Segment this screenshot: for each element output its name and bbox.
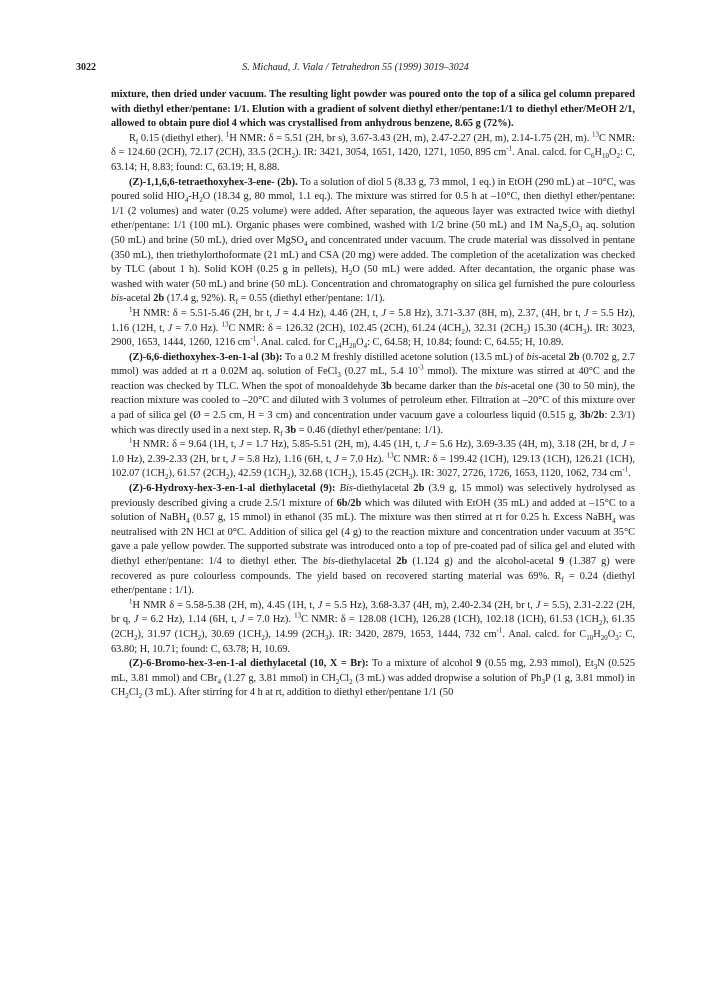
text-run: (Z)-1,1,6,6-tetraethoxyhex-3-ene- (2b). bbox=[129, 176, 298, 188]
paragraph bbox=[111, 351, 635, 439]
text-run: To a 0.2 M freshly distilled acetone solution (13.5 mL) of bbox=[282, 351, 527, 363]
text-run: 2 bbox=[348, 269, 353, 278]
text-run: 6b/2b bbox=[336, 497, 362, 509]
text-run: O (18.34 g, 80 mmol, 1.1 eq.). The mixture was stirred for 0.5 h at –10°C, then diethyl ether/pentane: 1/1 (2 volumes) and water (0.25 volume) were added. After separation, the aqueous layer was extracted twice with diethyl ether/pentane: 1/1 (100 mL). Organic phases were combined, washed with 1/2 brine (50 mL) and 1M Na bbox=[111, 191, 635, 232]
text-run: -1 bbox=[496, 626, 503, 635]
text-run: 3b bbox=[380, 380, 392, 392]
text-run: (17.4 g, 92%). R bbox=[164, 293, 236, 305]
text-run: J bbox=[381, 307, 386, 319]
text-run: 13 bbox=[221, 320, 229, 329]
text-run: H bbox=[593, 628, 601, 640]
text-run: ). IR: 3023, 2900, 1653, 1444, 1260, 1216 cm bbox=[111, 322, 635, 349]
text-run: bis bbox=[322, 556, 335, 567]
text-run: f bbox=[561, 575, 564, 584]
text-run: J bbox=[621, 439, 627, 451]
text-run: 3 bbox=[541, 677, 545, 686]
text-run: C NMR: δ = 199.42 (1CH), 129.13 (1CH), 126.21 (1CH), 102.07 (1CH bbox=[111, 453, 635, 480]
text-run: 1 bbox=[129, 436, 133, 445]
text-run: = 5.8 Hz), 3.71-3.37 (8H, m), 2.37, (4H, br t, bbox=[385, 307, 584, 319]
text-run: . Anal. calcd. for C bbox=[502, 628, 587, 640]
text-run: 2 bbox=[616, 152, 620, 161]
text-run: 4 bbox=[363, 342, 368, 351]
text-run: 2 bbox=[226, 473, 230, 482]
text-run: 13 bbox=[386, 451, 394, 460]
text-run: : 2.3/1) which was directly used in a next step. R bbox=[111, 410, 636, 436]
text-run: (1.124 g) and the alcohol-acetal bbox=[407, 556, 559, 567]
text-run: H bbox=[341, 337, 350, 349]
text-run: : C, 64.58; H, 10.84; found: C, 64.55; H, 10.89. bbox=[367, 337, 564, 349]
text-run: (0.702 g, 2.7 mmol) was added at rt a 0.02M aq. solution of FeCl bbox=[111, 351, 635, 378]
text-run: 2b bbox=[413, 483, 425, 495]
text-run: H NMR: δ = 5.51 (2H, br s), 3.67-3.43 (2H, m), 2.47-2.27 (2H, m), 2.14-1.75 (2H, m). bbox=[229, 132, 592, 144]
text-run: -acetal bbox=[538, 351, 569, 363]
text-run: = 0.55 (diethyl ether/pentane: 1/1). bbox=[238, 293, 385, 305]
text-run: J bbox=[535, 599, 541, 611]
text-run: : C, 63.14; H, 8.83; found: C, 63.19; H, 8.88. bbox=[111, 147, 635, 173]
text-run: (0.57 g, 15 mmol) in ethanol (35 mL). The mixture was then stirred at rt for 0.25 h. Excess NaBH bbox=[189, 512, 613, 524]
text-run: (3 mL). After stirring for 4 h at rt, addition to diethyl ether/pentane 1/1 (50 bbox=[142, 687, 454, 699]
text-run: = 5.5 Hz), 1.16 (12H, t, bbox=[111, 307, 635, 334]
text-run: (0.55 mg, 2.93 mmol), Et bbox=[481, 658, 594, 670]
text-run: ), 15.45 (2CH bbox=[351, 468, 409, 480]
text-run: bis bbox=[526, 351, 539, 363]
text-run: H bbox=[594, 147, 602, 159]
text-run: -H bbox=[188, 191, 200, 203]
text-run: (Z)-6,6-diethoxyhex-3-en-1-al (3b): bbox=[129, 351, 283, 363]
text-run: 13 bbox=[294, 611, 302, 620]
text-run: 3b bbox=[285, 424, 297, 436]
text-run: ) 15.30 (4CH bbox=[526, 322, 583, 334]
article-body bbox=[111, 88, 635, 701]
text-run: which was diluted with EtOH (35 mL) and added at –15°C to a solution of NaBH bbox=[111, 497, 636, 524]
text-run: (0.27 mL, 5.4 10 bbox=[340, 366, 418, 378]
text-run: -1 bbox=[250, 334, 257, 343]
text-run: bis bbox=[495, 380, 508, 392]
journal-citation: S. Michaud, J. Viala / Tetrahedron 55 (1999) 3019–3024 bbox=[242, 62, 469, 73]
text-run: 10 bbox=[601, 152, 609, 161]
text-run: C NMR: δ = 124.60 (2CH), 72.17 (2CH), 33.5 (2CH bbox=[111, 132, 635, 159]
text-run: ), 14.99 (2CH bbox=[264, 628, 326, 640]
text-run: H NMR: δ = 9.64 (1H, t, bbox=[132, 439, 240, 451]
text-run: mmol). The mixture was stirred at 40°C and the reaction was checked by TLC. When the spot of monoaldehyde bbox=[111, 366, 635, 392]
text-run: J bbox=[231, 453, 236, 465]
text-run: 4 bbox=[304, 240, 308, 248]
text-run: -3 bbox=[417, 363, 424, 372]
text-run: aq. solution (50 mL) and brine (50 mL), dried over MgSO bbox=[111, 220, 635, 246]
text-run: = 7.0 Hz). bbox=[244, 614, 295, 626]
text-run: 13 bbox=[591, 130, 599, 139]
text-run: ), 32.31 (2CH bbox=[464, 322, 524, 334]
paragraph bbox=[111, 88, 635, 132]
text-run: 14 bbox=[334, 342, 342, 351]
running-header bbox=[76, 62, 635, 76]
paragraph bbox=[111, 599, 635, 657]
text-run: 2 bbox=[523, 327, 527, 336]
text-run: 2 bbox=[349, 677, 353, 686]
text-run: 2 bbox=[286, 473, 291, 482]
text-run: J bbox=[317, 599, 323, 611]
text-run: 3b/2b bbox=[579, 410, 605, 422]
text-run: f bbox=[135, 137, 139, 146]
text-run: 6 bbox=[590, 152, 595, 161]
text-run: O bbox=[608, 147, 617, 159]
text-run: 3 bbox=[337, 371, 341, 380]
text-run: 4 bbox=[184, 196, 189, 205]
text-run: 2 bbox=[165, 473, 169, 482]
text-run: J bbox=[275, 307, 280, 319]
text-run: ). IR: 3420, 2879, 1653, 1444, 732 cm bbox=[328, 628, 497, 640]
text-run: -1 bbox=[622, 466, 629, 474]
text-run: 3 bbox=[408, 473, 413, 482]
text-run: ). IR: 3027, 2726, 1726, 1653, 1120, 1062, 734 cm bbox=[412, 468, 623, 480]
text-run: 2b bbox=[568, 351, 580, 363]
text-run: S bbox=[562, 220, 568, 232]
text-run: = 7.0 Hz). bbox=[172, 322, 222, 334]
text-run: 2b bbox=[153, 293, 165, 305]
text-run: 2 bbox=[347, 473, 352, 482]
paragraph bbox=[111, 438, 635, 482]
text-run: 20 bbox=[600, 634, 608, 643]
text-run: 3 bbox=[578, 225, 583, 234]
text-run: ), 30.69 (1CH bbox=[201, 628, 262, 640]
text-run: f bbox=[235, 298, 239, 307]
text-run: R bbox=[129, 132, 136, 144]
text-run: = 5.6 Hz), 3.69-3.35 (4H, m), 3.18 (2H, br d, bbox=[428, 439, 622, 451]
text-run: 28 bbox=[349, 342, 357, 351]
text-run: = 1.0 Hz), 2.39-2.33 (2H, br t, bbox=[111, 439, 635, 465]
text-run: O (50 mL) were added. After decantation, the organic phase was washed with water (50 mL) and brine (50 mL). Concentration and chromatography on silica gel furnished the pure colourless bbox=[111, 264, 636, 290]
text-run: 2 bbox=[197, 634, 202, 643]
text-run: = 0.24 (diethyl ether/pentane : 1/1). bbox=[111, 570, 635, 597]
text-run: was neutralised with 2N HCl at 0°C. Addition of silica gel (4 g) to the reaction mixture and concentration under vacuum at 35°C gave a pale yellow powder. The supported substrate was introduced onto a top of pre-coated pad of silica gel and eluted with diethyl ether/pentane: 1/4 to diethyl ether. The bbox=[111, 512, 635, 567]
text-run: 2 bbox=[199, 196, 203, 205]
text-run: = 4.4 Hz), 4.46 (2H, t, bbox=[279, 307, 382, 319]
text-run: P (1 g, 3.81 mmol) in CH bbox=[111, 672, 636, 699]
text-run: bis bbox=[111, 293, 124, 305]
text-run: C NMR: δ = 126.32 (2CH), 102.45 (2CH), 61.24 (4CH bbox=[228, 322, 462, 334]
text-run: O bbox=[356, 337, 364, 349]
paragraph bbox=[111, 657, 635, 701]
text-run: became darker than the bbox=[391, 380, 496, 392]
text-run: O bbox=[607, 628, 616, 640]
text-run: 0.15 (diethyl ether). bbox=[138, 132, 226, 144]
text-run: (Z)-6-Hydroxy-hex-3-en-1-al diethylacetal (9): bbox=[129, 483, 336, 495]
text-run: = 6.2 Hz), 1.14 (6H, t, bbox=[138, 614, 240, 626]
text-run: 3 bbox=[615, 634, 619, 643]
text-run: ), 42.59 (1CH bbox=[229, 468, 287, 480]
text-run: . Anal. calcd. for C bbox=[512, 147, 591, 159]
text-run: 4 bbox=[186, 517, 190, 526]
text-run: 9 bbox=[558, 556, 565, 567]
paragraph bbox=[111, 482, 635, 599]
text-run: 1 bbox=[129, 597, 133, 606]
text-run: J bbox=[167, 322, 173, 334]
text-run: -diethylacetal bbox=[352, 483, 414, 495]
text-run: 10 bbox=[586, 634, 594, 643]
text-run: ), 32.68 (1CH bbox=[290, 468, 348, 480]
text-run: -1 bbox=[506, 144, 513, 153]
text-run: 3 bbox=[593, 663, 598, 672]
text-run: To a mixture of alcohol bbox=[368, 658, 477, 670]
text-run: . bbox=[628, 468, 631, 480]
text-run: 2 bbox=[335, 677, 340, 686]
text-run: = 5.5 Hz), 3.68-3.37 (4H, m), 2.40-2.34 (2H, br t, bbox=[322, 599, 536, 611]
text-run: J bbox=[423, 439, 429, 451]
text-run: 4 bbox=[217, 677, 221, 686]
text-run: -acetal one (30 to 50 min), the reaction mixture was cooled to –20°C and diluted with 3 volumes of petroleum ether. Filtration at –20°C of this mixture over a pad of silica gel (Ø = 2.5 cm, H = 3 cm) and concentration under vacuum gave a colourless liquid (0.515 g, bbox=[111, 380, 635, 422]
paragraph bbox=[111, 307, 635, 351]
text-run: ), 31.97 (1CH bbox=[137, 628, 198, 640]
paragraph bbox=[111, 176, 635, 307]
text-run: H NMR: δ = 5.51-5.46 (2H, br t, bbox=[132, 307, 276, 319]
paragraph bbox=[111, 132, 635, 176]
text-run: 2 bbox=[461, 327, 465, 336]
page-number: 3022 bbox=[76, 62, 96, 73]
text-run: J bbox=[239, 439, 244, 451]
text-run: ), 61.35 (2CH bbox=[111, 614, 636, 640]
text-run: 2b bbox=[396, 556, 408, 567]
text-run: To a solution of diol 5 (8.33 g, 73 mmol, 1 eq.) in EtOH (290 mL) at –10°C, was poured solid HIO bbox=[111, 176, 635, 203]
text-run: (3.9 g, 15 mmol) was selectively hydrolysed as previously described giving a crude 2.5/1 mixture of bbox=[111, 483, 635, 509]
text-run: 2 bbox=[567, 225, 572, 234]
text-run: 3 bbox=[325, 634, 329, 643]
text-run: H NMR δ = 5.58-5.38 (2H, m), 4.45 (1H, t, bbox=[132, 599, 318, 611]
text-run: J bbox=[133, 614, 139, 626]
text-run: 2 bbox=[138, 692, 143, 701]
text-run: (Z)-6-Bromo-hex-3-en-1-al diethylacetal (10, X = Br): bbox=[129, 658, 369, 670]
text-run: 4 bbox=[612, 517, 616, 526]
text-run: . Anal. calcd. for C bbox=[256, 337, 335, 349]
text-run: J bbox=[334, 453, 339, 465]
text-run: mixture, then dried under vacuum. The resulting light powder was poured onto the top of a silica gel column prepared with diethyl ether/pentane: 1/1. Elution with a gradient of solvent diethyl ether/pentane:1/1 to diethyl ether/MeOH 2/1, allowed to obtain pure diol 4 which was crystallised from anhydrous benzene, 8.65 g (72%). bbox=[111, 89, 635, 130]
text-run: 9 bbox=[476, 658, 482, 670]
text-run: (1.387 g) were recovered as pure colourless compounds. The yield based on recovered starting material was 69%. R bbox=[111, 556, 635, 582]
text-run: (1.27 g, 3.81 mmol) in CH bbox=[220, 672, 336, 684]
text-run: = 5.5), 2.31-2.22 (2H, br q, bbox=[111, 599, 636, 626]
text-run: 3 bbox=[582, 327, 587, 336]
text-run: 2 bbox=[261, 634, 265, 643]
text-run: -acetal bbox=[123, 293, 154, 305]
text-run: = 5.8 Hz), 1.16 (6H, t, bbox=[235, 453, 335, 465]
text-run: C NMR: δ = 128.08 (1CH), 126.28 (1CH), 102.18 (1CH), 61.53 (1CH bbox=[301, 614, 599, 626]
text-run: 2 bbox=[134, 634, 138, 643]
text-run: f bbox=[280, 429, 283, 438]
text-run: and concentrated under vacuum. The crude material was dissolved in pentane (350 mL), then triethylorthoformate (21 mL) and CSA (20 mg) were added. The completion of the acetalization was checked by TLC (about 1 h). Solid KOH (0.25 g in pellets), H bbox=[111, 234, 635, 276]
text-run: 1 bbox=[129, 305, 133, 314]
text-run: 2 bbox=[599, 619, 603, 628]
text-run: = 1.7 Hz), 5.85-5.51 (2H, m), 4.45 (1H, t, bbox=[243, 439, 424, 451]
text-run: ), 61.57 (2CH bbox=[168, 468, 226, 480]
text-run: Cl bbox=[339, 672, 350, 684]
text-run: 2 bbox=[558, 225, 563, 234]
text-run: 2 bbox=[291, 152, 295, 161]
text-run: : C, 63.80; H, 10.71; found: C, 63.78; H, 10.69. bbox=[111, 628, 635, 655]
text-run: = 7.0 Hz). bbox=[338, 453, 387, 465]
text-run: ). IR: 3421, 3054, 1651, 1420, 1271, 1050, 895 cm bbox=[294, 147, 507, 159]
text-run: J bbox=[583, 307, 589, 319]
text-run: 2 bbox=[125, 692, 129, 701]
text-run: N (0.525 mL, 3.81 mmol) and CBr bbox=[111, 658, 635, 684]
text-run: = 0.46 (diethyl ether/pentane: 1/1). bbox=[296, 424, 443, 436]
text-run: (3 mL) was added dropwise a solution of Ph bbox=[352, 672, 542, 684]
text-run: -diethylacetal bbox=[334, 556, 397, 567]
text-run: 1 bbox=[225, 130, 230, 139]
text-run: O bbox=[571, 220, 579, 232]
text-run: J bbox=[239, 614, 245, 626]
text-run: Cl bbox=[128, 687, 139, 699]
text-run: Bis bbox=[339, 483, 353, 495]
